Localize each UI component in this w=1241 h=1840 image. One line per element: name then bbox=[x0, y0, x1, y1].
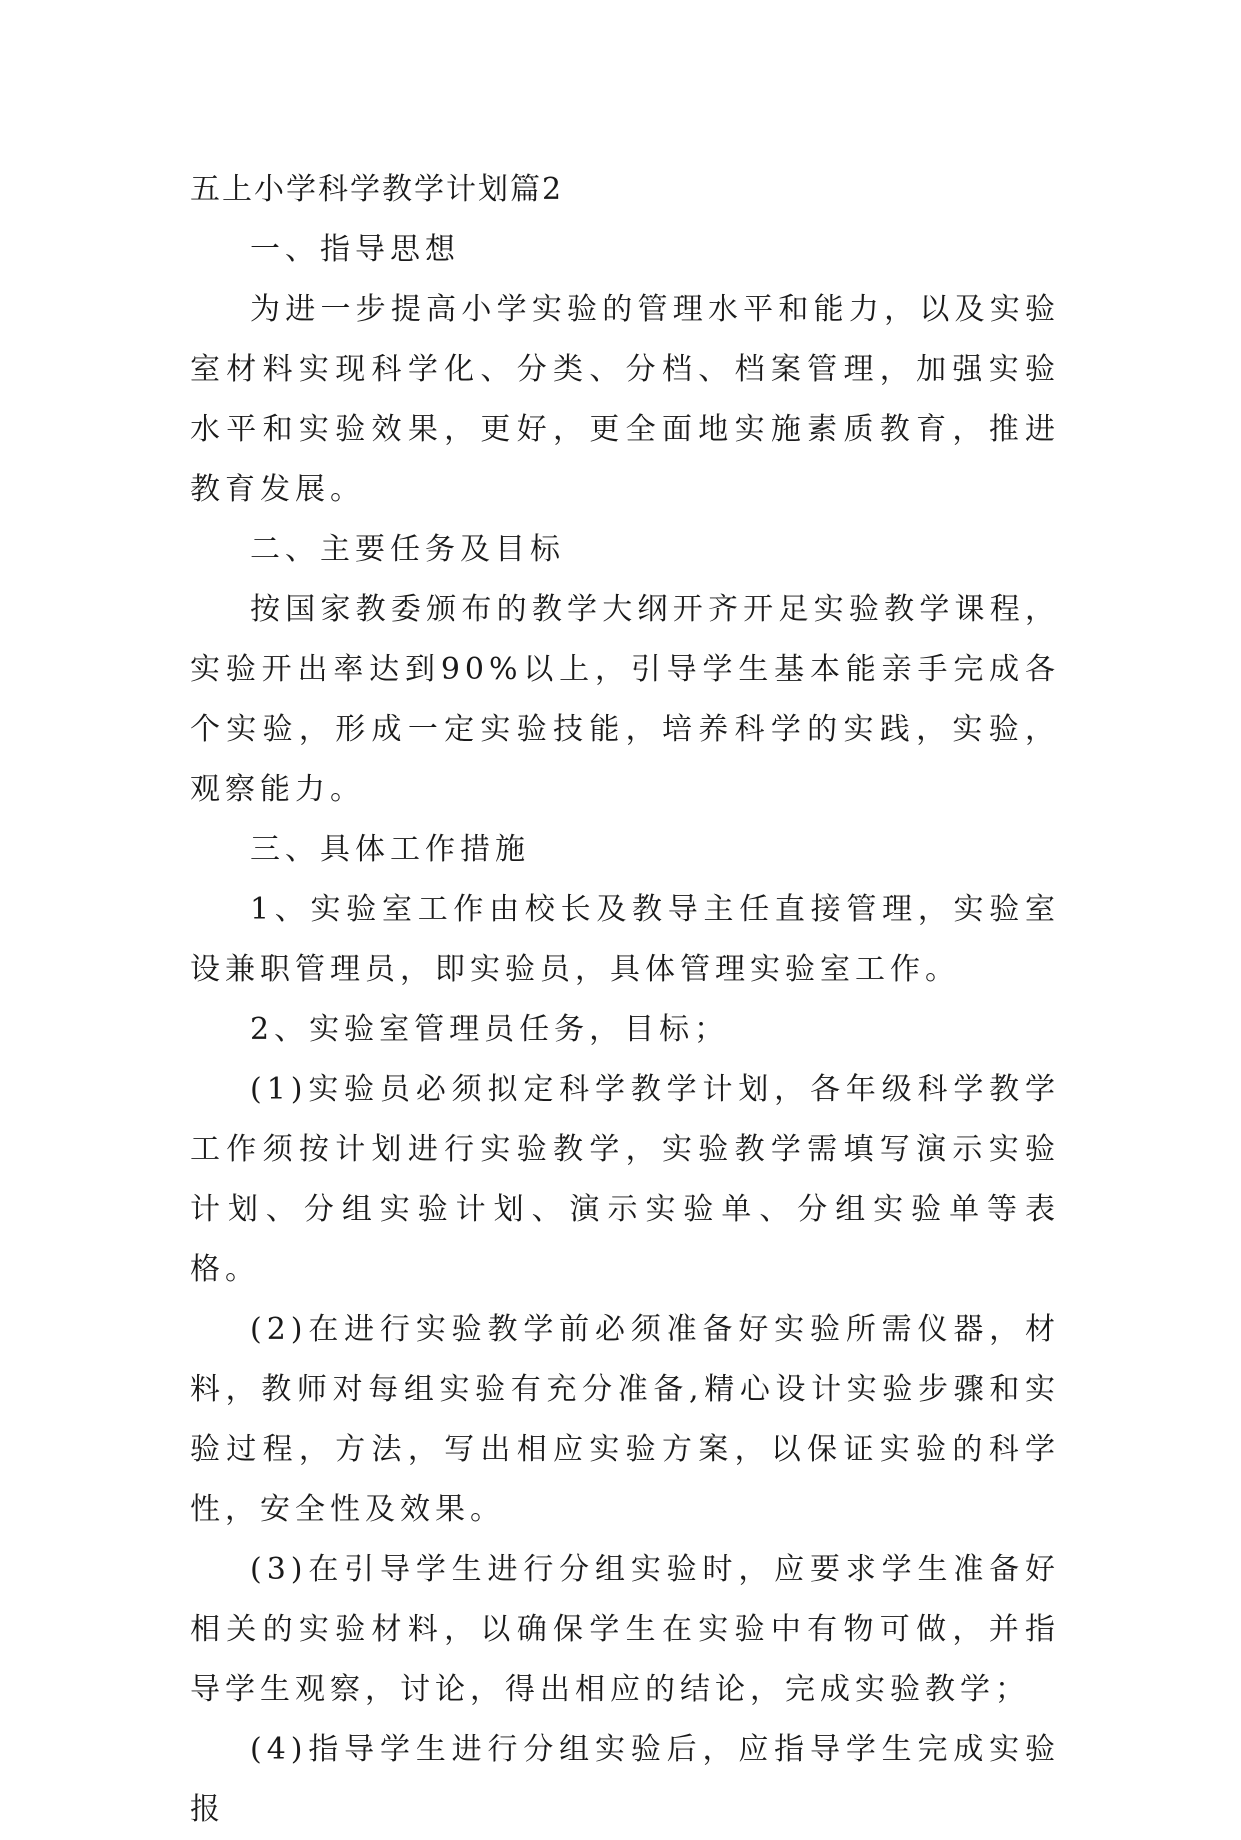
section-heading-main-tasks: 二、主要任务及目标 bbox=[250, 532, 565, 567]
document-body bbox=[190, 160, 1060, 1840]
paragraph-measure-1: 1、实验室工作由校长及教导主任直接管理，实验室设兼职管理员，即实验员，具体管理实验室工作。 bbox=[190, 892, 1060, 987]
paragraph-main-tasks: 按国家教委颁布的教学大纲开齐开足实验教学课程，实验开出率达到90%以上，引导学生基本能亲手完成各个实验，形成一定实验技能，培养科学的实践，实验，观察能力。 bbox=[190, 592, 1060, 807]
document-title: 五上小学科学教学计划篇2 bbox=[190, 172, 564, 207]
paragraph-item-4: (4)指导学生进行分组实验后，应指导学生完成实验报 bbox=[190, 1732, 1060, 1827]
section-heading-measures: 三、具体工作措施 bbox=[250, 832, 530, 867]
paragraph-item-3: (3)在引导学生进行分组实验时，应要求学生准备好相关的实验材料，以确保学生在实验中有物可做，并指导学生观察，讨论，得出相应的结论，完成实验教学； bbox=[190, 1552, 1060, 1707]
paragraph-guiding-thought: 为进一步提高小学实验的管理水平和能力，以及实验室材料实现科学化、分类、分档、档案管理，加强实验水平和实验效果，更好，更全面地实施素质教育，推进教育发展。 bbox=[190, 292, 1060, 507]
paragraph-measure-2: 2、实验室管理员任务，目标； bbox=[250, 1012, 730, 1047]
paragraph-item-1: (1)实验员必须拟定科学教学计划，各年级科学教学工作须按计划进行实验教学，实验教学需填写演示实验计划、分组实验计划、演示实验单、分组实验单等表格。 bbox=[190, 1072, 1060, 1287]
paragraph-item-2: (2)在进行实验教学前必须准备好实验所需仪器，材料，教师对每组实验有充分准备,精心设计实验步骤和实验过程，方法，写出相应实验方案，以保证实验的科学性，安全性及效果。 bbox=[190, 1312, 1060, 1527]
section-heading-guiding-thought: 一、指导思想 bbox=[250, 232, 460, 267]
